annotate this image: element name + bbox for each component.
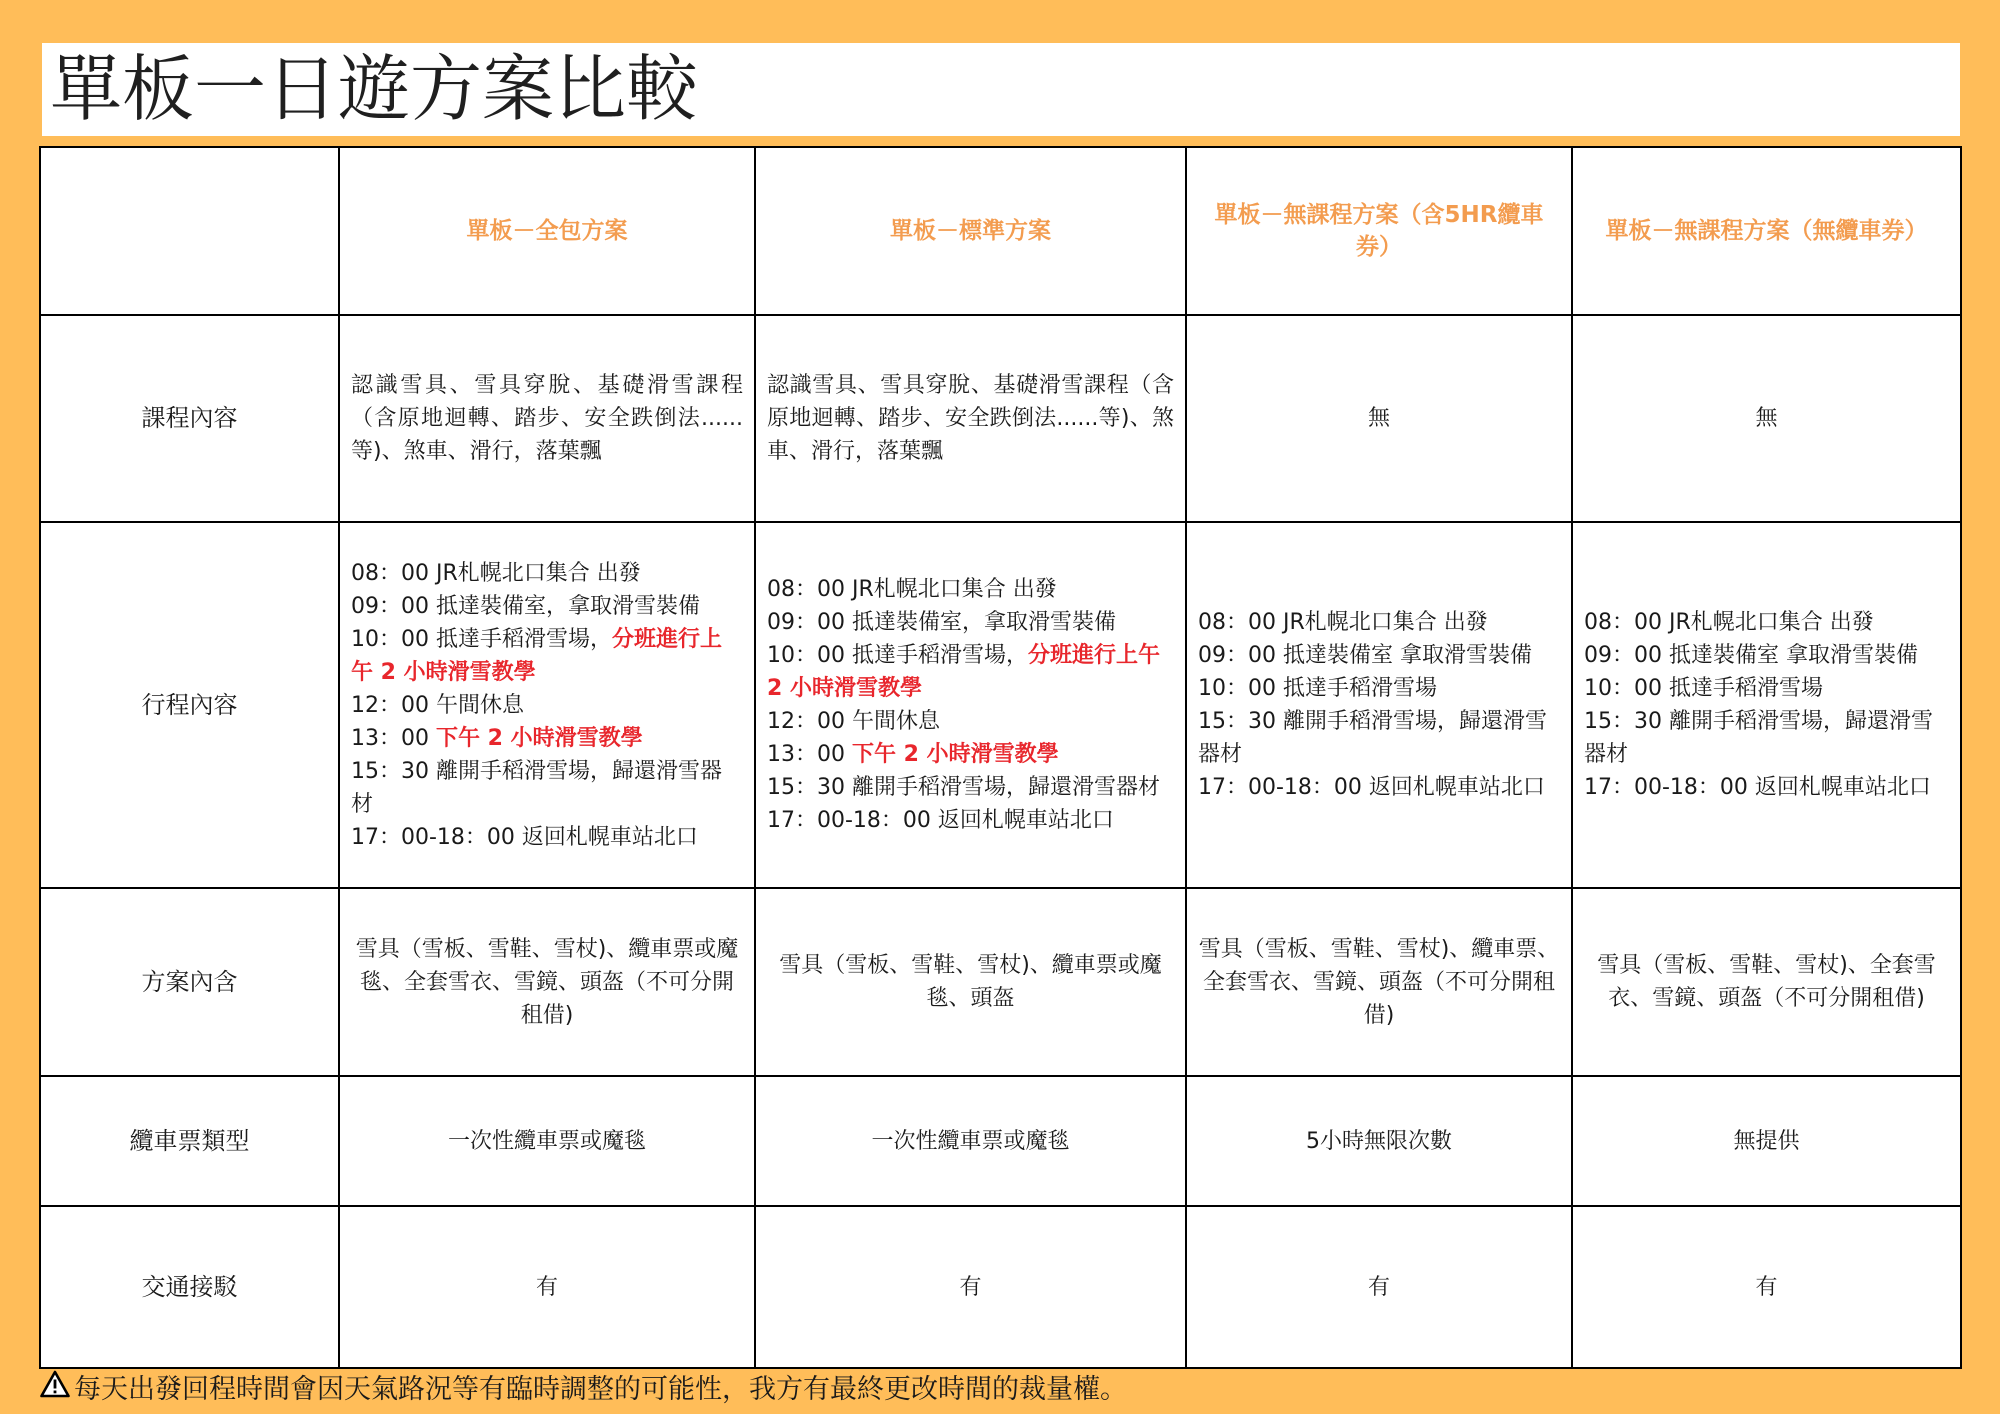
itinerary-line — [351, 821, 743, 854]
itinerary-line — [767, 639, 1174, 705]
itinerary-line-text: 15：30 離開手稻滑雪場，歸還滑雪器材 — [1584, 709, 1933, 767]
itinerary-line-text: 15：30 離開手稻滑雪場，歸還滑雪器材 — [1198, 709, 1547, 767]
itinerary-cell — [339, 522, 755, 888]
transport-cell: 有 — [339, 1206, 755, 1368]
itinerary-line — [351, 623, 743, 689]
course-cell: 無 — [1572, 315, 1961, 522]
itinerary-line-text: 12：00 午間休息 — [351, 692, 524, 718]
course-cell: 認識雪具、雪具穿脫、基礎滑雪課程（含原地迴轉、踏步、安全跌倒法......等)、煞車、滑行，落葉飄 — [755, 315, 1186, 522]
course-cell: 無 — [1186, 315, 1572, 522]
itinerary-line — [351, 755, 743, 821]
itinerary-line — [1198, 606, 1560, 639]
comparison-table — [39, 146, 1962, 1369]
itinerary-line — [1198, 705, 1560, 771]
itinerary-line-text: 10：00 抵達手稻滑雪場 — [1198, 676, 1437, 701]
itinerary-line-text: 09：00 抵達裝備室 拿取滑雪裝備 — [1198, 643, 1532, 668]
itinerary-line — [351, 590, 743, 623]
itinerary-highlight: 下午 2 小時滑雪教學 — [435, 725, 643, 751]
itinerary-line — [1584, 606, 1949, 639]
title-bar — [42, 43, 1960, 136]
includes-cell: 雪具（雪板、雪鞋、雪杖)、纜車票或魔毯、頭盔 — [755, 888, 1186, 1076]
itinerary-line-text: 10：00 抵達手稻滑雪場， — [351, 626, 612, 652]
itinerary-line-text: 08：00 JR札幌北口集合 出發 — [767, 577, 1057, 602]
itinerary-line — [767, 771, 1174, 804]
itinerary-line-text: 12：00 午間休息 — [767, 709, 940, 734]
footer-note — [40, 1370, 1127, 1410]
itinerary-line — [767, 573, 1174, 606]
itinerary-line — [767, 804, 1174, 837]
plan-header: 單板－無課程方案（無纜車券） — [1572, 147, 1961, 315]
ticket-cell: 5小時無限次數 — [1186, 1076, 1572, 1206]
itinerary-line — [1584, 639, 1949, 672]
includes-cell: 雪具（雪板、雪鞋、雪杖)、纜車票、全套雪衣、雪鏡、頭盔（不可分開租借) — [1186, 888, 1572, 1076]
itinerary-line-text: 15：30 離開手稻滑雪場，歸還滑雪器材 — [767, 775, 1160, 800]
itinerary-line — [1584, 672, 1949, 705]
ticket-cell: 一次性纜車票或魔毯 — [755, 1076, 1186, 1206]
itinerary-row — [40, 522, 1961, 888]
itinerary-line — [1584, 771, 1949, 804]
course-cell: 認識雪具、雪具穿脫、基礎滑雪課程（含原地迴轉、踏步、安全跌倒法......等)、煞車、滑行，落葉飄 — [339, 315, 755, 522]
itinerary-line-text: 17：00-18：00 返回札幌車站北口 — [1198, 775, 1545, 800]
ticket-row — [40, 1076, 1961, 1206]
row-label: 交通接駁 — [40, 1206, 339, 1368]
transport-cell: 有 — [1186, 1206, 1572, 1368]
itinerary-line — [1198, 672, 1560, 705]
transport-row — [40, 1206, 1961, 1368]
itinerary-line — [351, 689, 743, 722]
includes-row — [40, 888, 1961, 1076]
itinerary-highlight: 分班進行上午 2 小時滑雪教學 — [767, 643, 1160, 701]
itinerary-highlight: 下午 2 小時滑雪教學 — [851, 742, 1059, 767]
footer-text: 每天出發回程時間會因天氣路況等有臨時調整的可能性，我方有最終更改時間的裁量權。 — [74, 1374, 1127, 1405]
transport-cell: 有 — [755, 1206, 1186, 1368]
row-label: 行程內容 — [40, 522, 339, 888]
itinerary-line-text: 08：00 JR札幌北口集合 出發 — [351, 560, 641, 586]
itinerary-line — [767, 705, 1174, 738]
itinerary-line-text: 08：00 JR札幌北口集合 出發 — [1584, 610, 1874, 635]
itinerary-line-text: 09：00 抵達裝備室，拿取滑雪裝備 — [351, 593, 700, 619]
includes-cell: 雪具（雪板、雪鞋、雪杖)、全套雪衣、雪鏡、頭盔（不可分開租借) — [1572, 888, 1961, 1076]
itinerary-cell — [755, 522, 1186, 888]
itinerary-line-text: 10：00 抵達手稻滑雪場 — [1584, 676, 1823, 701]
course-row — [40, 315, 1961, 522]
warning-icon — [40, 1370, 74, 1410]
itinerary-line-text: 08：00 JR札幌北口集合 出發 — [1198, 610, 1488, 635]
row-label: 方案內含 — [40, 888, 339, 1076]
itinerary-line-text: 17：00-18：00 返回札幌車站北口 — [767, 808, 1114, 833]
itinerary-line-text: 15：30 離開手稻滑雪場，歸還滑雪器材 — [351, 758, 722, 817]
itinerary-line — [1198, 639, 1560, 672]
itinerary-line-text: 17：00-18：00 返回札幌車站北口 — [351, 824, 698, 850]
itinerary-line — [767, 738, 1174, 771]
itinerary-line-text: 09：00 抵達裝備室，拿取滑雪裝備 — [767, 610, 1116, 635]
row-label: 課程內容 — [40, 315, 339, 522]
itinerary-line — [351, 557, 743, 590]
ticket-cell: 一次性纜車票或魔毯 — [339, 1076, 755, 1206]
itinerary-line — [767, 606, 1174, 639]
itinerary-line — [351, 722, 743, 755]
header-row — [40, 147, 1961, 315]
row-label: 纜車票類型 — [40, 1076, 339, 1206]
plan-header: 單板－全包方案 — [339, 147, 755, 315]
itinerary-line-text: 13：00 — [351, 725, 436, 751]
includes-cell: 雪具（雪板、雪鞋、雪杖)、纜車票或魔毯、全套雪衣、雪鏡、頭盔（不可分開租借) — [339, 888, 755, 1076]
itinerary-line — [1198, 771, 1560, 804]
itinerary-line-text: 17：00-18：00 返回札幌車站北口 — [1584, 775, 1931, 800]
itinerary-line-text: 09：00 抵達裝備室 拿取滑雪裝備 — [1584, 643, 1918, 668]
itinerary-line-text: 13：00 — [767, 742, 852, 767]
corner-cell — [40, 147, 339, 315]
ticket-cell: 無提供 — [1572, 1076, 1961, 1206]
page-title: 單板一日遊方案比較 — [50, 47, 699, 131]
transport-cell: 有 — [1572, 1206, 1961, 1368]
plan-header: 單板－標準方案 — [755, 147, 1186, 315]
comparison-table-wrapper — [39, 146, 1960, 1369]
itinerary-cell — [1572, 522, 1961, 888]
itinerary-highlight: 分班進行上午 2 小時滑雪教學 — [351, 626, 722, 685]
itinerary-line-text: 10：00 抵達手稻滑雪場， — [767, 643, 1028, 668]
itinerary-cell — [1186, 522, 1572, 888]
itinerary-line — [1584, 705, 1949, 771]
plan-header: 單板－無課程方案（含5HR纜車券） — [1186, 147, 1572, 315]
